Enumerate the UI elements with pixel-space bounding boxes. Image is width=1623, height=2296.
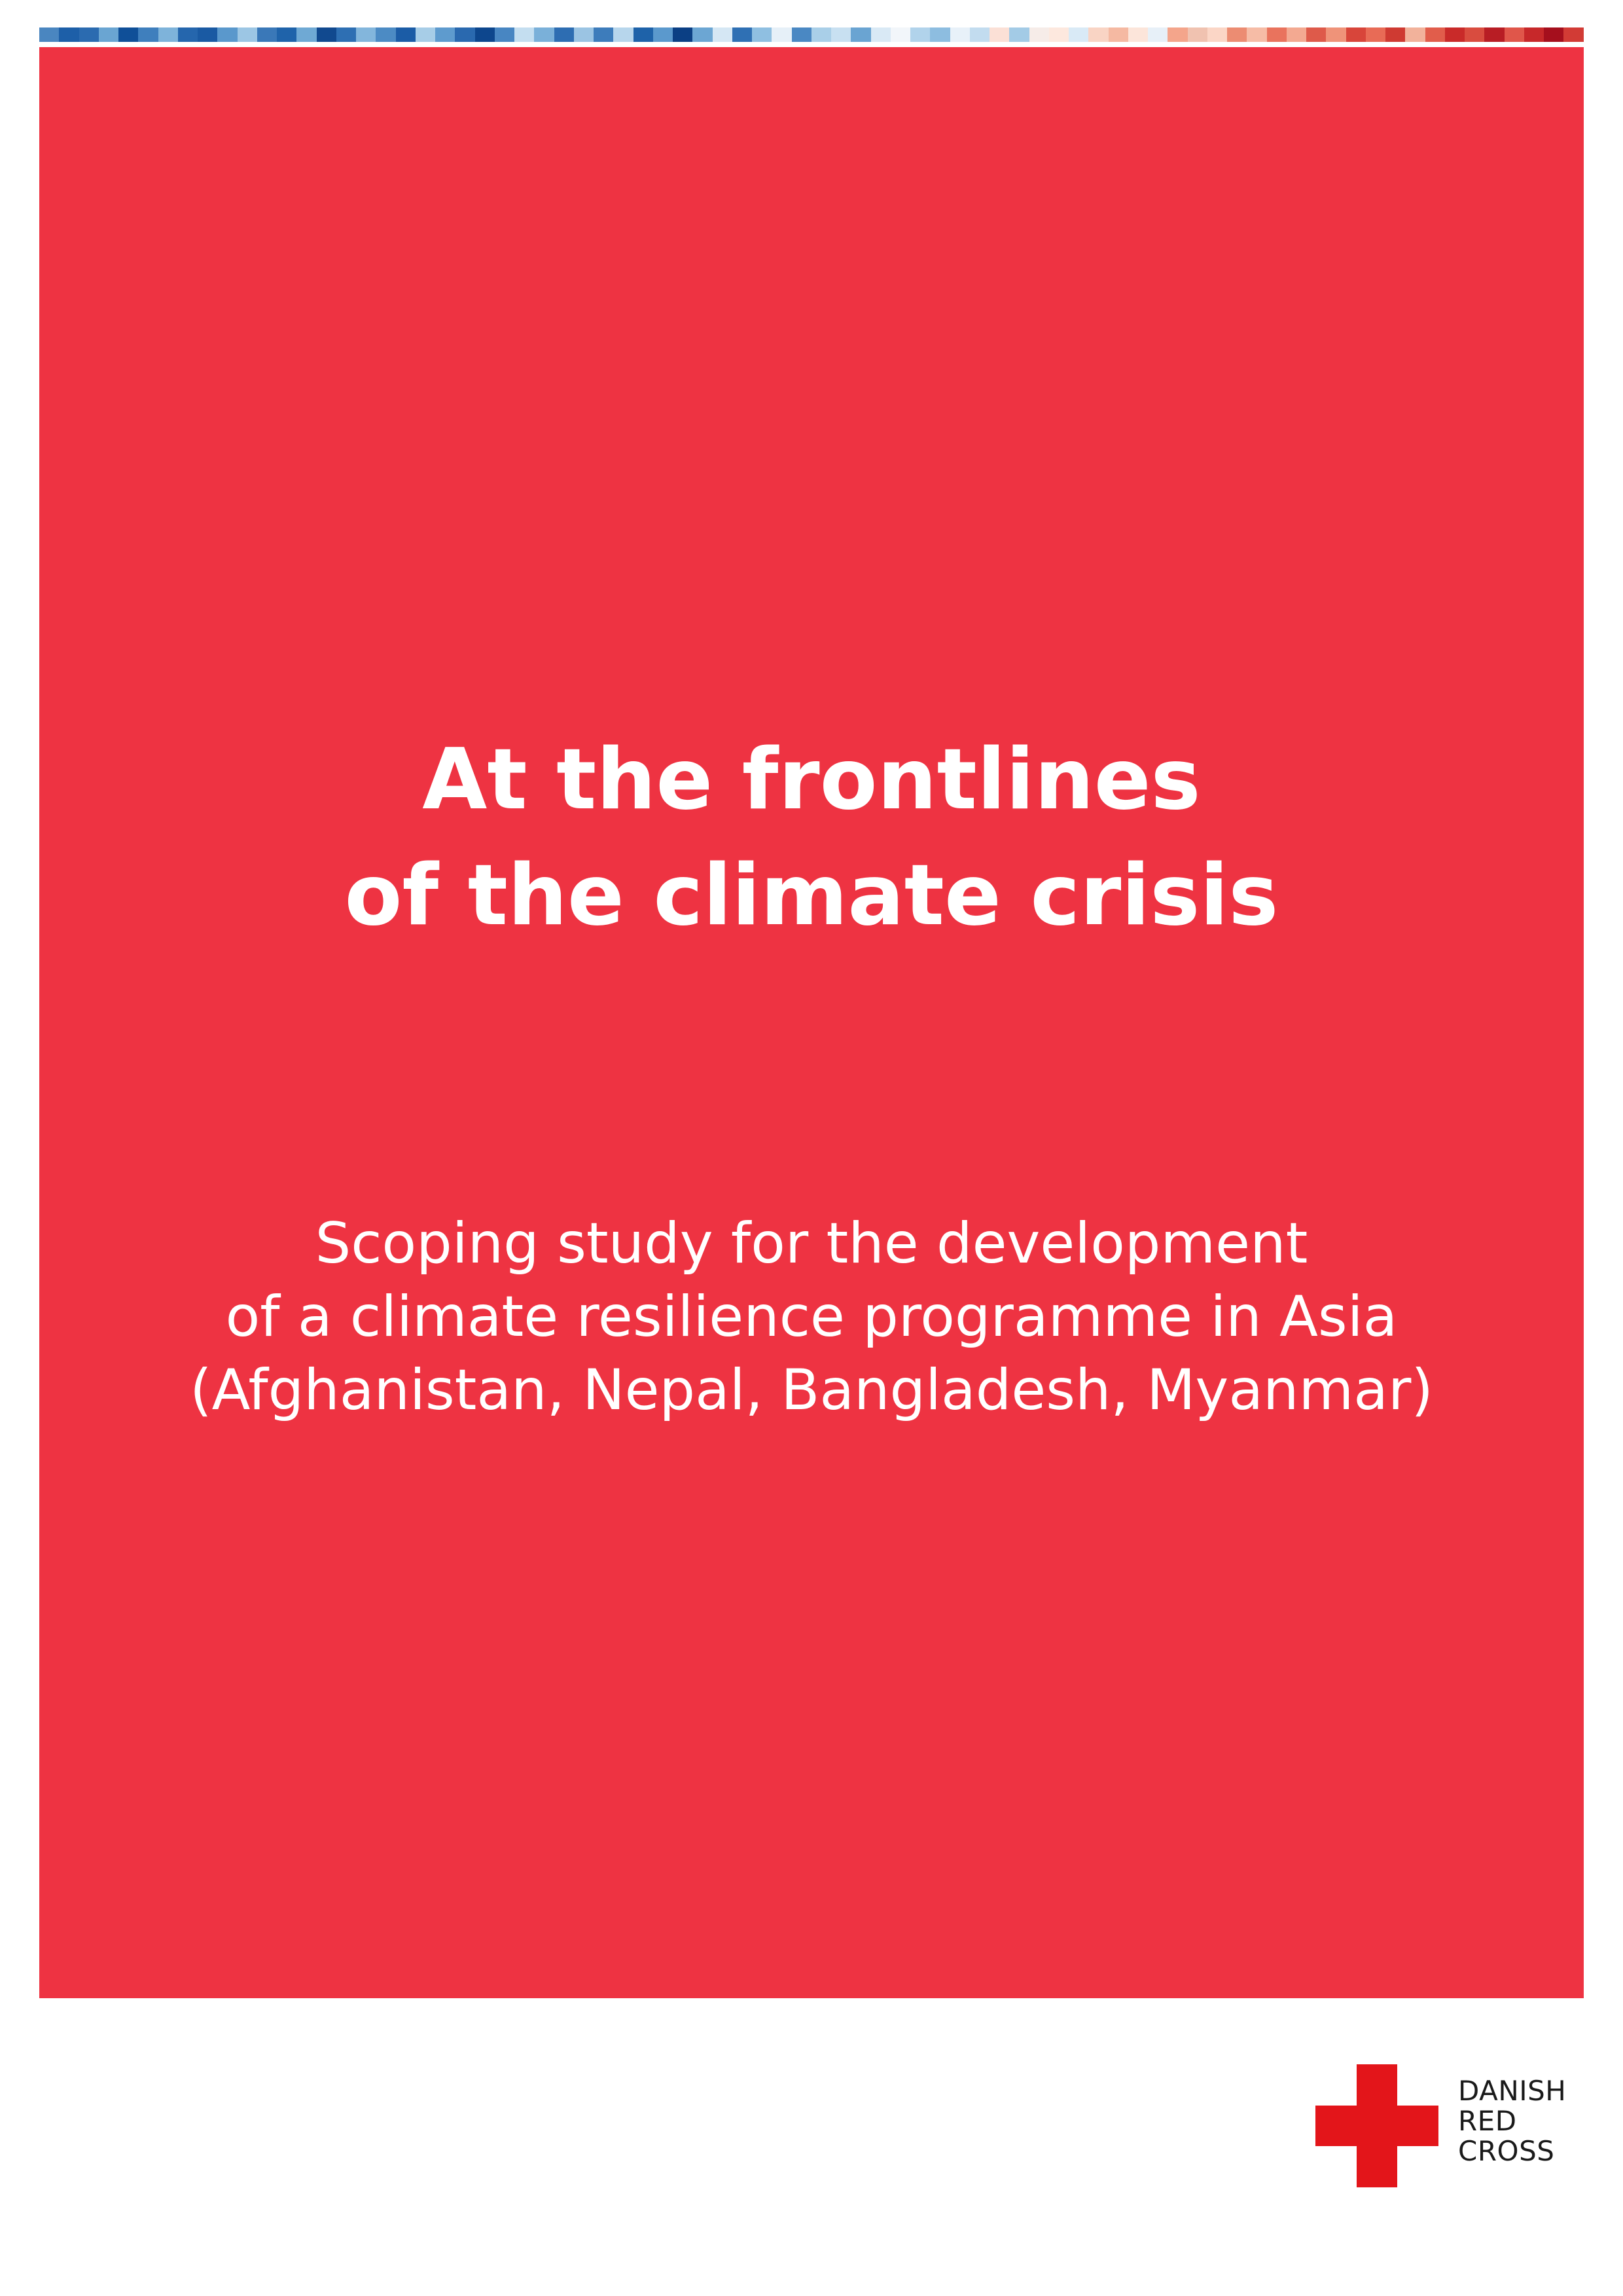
warming-stripe <box>277 27 296 42</box>
warming-stripe <box>613 27 633 42</box>
report-subtitle-line-1: Scoping study for the development <box>315 1211 1308 1276</box>
logo-word-red: RED <box>1458 2105 1517 2137</box>
warming-stripe <box>257 27 277 42</box>
warming-stripe <box>1128 27 1148 42</box>
warming-stripe <box>812 27 831 42</box>
logo-wordmark <box>1458 2076 1566 2166</box>
warming-stripe <box>1287 27 1306 42</box>
warming-stripe <box>1227 27 1247 42</box>
warming-stripe <box>1484 27 1504 42</box>
warming-stripe <box>138 27 158 42</box>
warming-stripe <box>871 27 891 42</box>
warming-stripe <box>1267 27 1287 42</box>
warming-stripe <box>39 27 59 42</box>
warming-stripe <box>1109 27 1128 42</box>
warming-stripe <box>475 27 495 42</box>
warming-stripes <box>39 27 1584 42</box>
cover-panel <box>39 47 1584 1998</box>
warming-stripe <box>1385 27 1405 42</box>
warming-stripe <box>831 27 851 42</box>
warming-stripe <box>1069 27 1088 42</box>
report-subtitle <box>39 1207 1584 1427</box>
report-subtitle-line-2: of a climate resilience programme in Asia <box>225 1284 1398 1350</box>
warming-stripe <box>296 27 316 42</box>
warming-stripe <box>1544 27 1563 42</box>
warming-stripe <box>653 27 673 42</box>
warming-stripe <box>435 27 455 42</box>
warming-stripe <box>851 27 870 42</box>
warming-stripe <box>713 27 732 42</box>
warming-stripe <box>217 27 237 42</box>
warming-stripe <box>99 27 118 42</box>
warming-stripe <box>158 27 178 42</box>
warming-stripe <box>633 27 653 42</box>
warming-stripe <box>891 27 910 42</box>
warming-stripe <box>336 27 356 42</box>
warming-stripe <box>514 27 534 42</box>
warming-stripe <box>534 27 554 42</box>
warming-stripe <box>1148 27 1168 42</box>
warming-stripe <box>1049 27 1069 42</box>
warming-stripe <box>554 27 574 42</box>
warming-stripe <box>1247 27 1266 42</box>
warming-stripe <box>692 27 712 42</box>
warming-stripe <box>317 27 336 42</box>
warming-stripe <box>752 27 772 42</box>
report-subtitle-line-3: (Afghanistan, Nepal, Bangladesh, Myanmar) <box>190 1357 1433 1423</box>
warming-stripe <box>178 27 198 42</box>
warming-stripe <box>1306 27 1326 42</box>
warming-stripe <box>990 27 1009 42</box>
warming-stripe <box>495 27 514 42</box>
warming-stripe <box>1563 27 1583 42</box>
warming-stripe <box>1029 27 1049 42</box>
warming-stripe <box>1088 27 1108 42</box>
danish-red-cross-logo <box>1315 2064 1590 2189</box>
warming-stripe <box>970 27 990 42</box>
warming-stripe <box>1366 27 1385 42</box>
logo-word-cross: CROSS <box>1458 2135 1555 2167</box>
warming-stripe <box>792 27 812 42</box>
warming-stripe <box>1524 27 1544 42</box>
warming-stripe <box>396 27 416 42</box>
warming-stripe <box>1445 27 1465 42</box>
warming-stripe <box>118 27 138 42</box>
warming-stripe <box>1346 27 1366 42</box>
warming-stripe <box>198 27 217 42</box>
warming-stripe <box>574 27 594 42</box>
report-title-line-1: At the frontlines <box>422 731 1201 829</box>
warming-stripe <box>1425 27 1445 42</box>
warming-stripe <box>950 27 970 42</box>
report-title <box>39 722 1584 954</box>
warming-stripe <box>1465 27 1484 42</box>
logo-word-danish: DANISH <box>1458 2075 1567 2107</box>
warming-stripe <box>1009 27 1029 42</box>
warming-stripe <box>455 27 474 42</box>
warming-stripe <box>1326 27 1346 42</box>
warming-stripe <box>376 27 395 42</box>
red-cross-icon <box>1315 2064 1438 2187</box>
warming-stripe <box>1207 27 1227 42</box>
warming-stripe <box>594 27 613 42</box>
warming-stripe <box>772 27 791 42</box>
warming-stripe <box>238 27 257 42</box>
warming-stripe <box>356 27 376 42</box>
warming-stripe <box>673 27 692 42</box>
warming-stripe <box>930 27 950 42</box>
warming-stripe <box>1405 27 1425 42</box>
warming-stripe <box>1168 27 1187 42</box>
warming-stripe <box>79 27 99 42</box>
report-title-line-2: of the climate crisis <box>344 847 1279 944</box>
warming-stripe <box>1188 27 1207 42</box>
warming-stripe <box>416 27 435 42</box>
warming-stripe <box>732 27 752 42</box>
warming-stripe <box>1505 27 1524 42</box>
warming-stripe <box>910 27 930 42</box>
warming-stripe <box>59 27 79 42</box>
